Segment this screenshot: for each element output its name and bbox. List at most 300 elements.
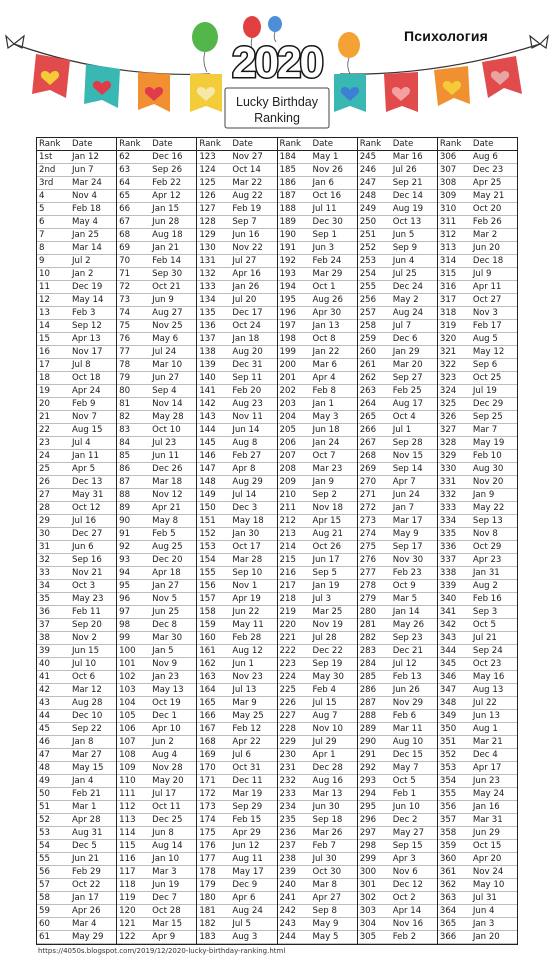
date-cell: Nov 3: [472, 307, 498, 318]
date-cell: Apr 10: [152, 723, 181, 734]
date-cell: Apr 9: [152, 931, 176, 942]
table-row: [117, 320, 196, 333]
rank-header: Rank: [279, 138, 301, 149]
rank-cell: 335: [439, 528, 457, 539]
table-row: [37, 762, 116, 775]
rank-cell: 229: [279, 736, 296, 747]
table-row: [438, 593, 517, 606]
date-cell: Aug 17: [392, 398, 424, 409]
rank-cell: 237: [279, 840, 296, 851]
table-row: [197, 203, 276, 216]
rank-cell: 76: [119, 333, 131, 344]
date-cell: May 25: [232, 710, 264, 721]
rank-cell: 149: [199, 489, 216, 500]
rank-cell: 324: [439, 385, 457, 396]
rank-cell: 319: [439, 320, 457, 331]
date-cell: Oct 24: [232, 320, 261, 331]
table-header-row: [197, 138, 276, 151]
table-row: [358, 411, 437, 424]
date-cell: May 1: [312, 151, 339, 162]
rank-cell: 50: [39, 788, 50, 799]
table-row: [278, 931, 357, 944]
table-row: [197, 905, 276, 918]
date-cell: Sep 18: [312, 814, 343, 825]
rank-cell: 177: [199, 853, 216, 864]
date-cell: Apr 13: [72, 333, 101, 344]
date-cell: Oct 15: [472, 840, 502, 851]
date-cell: Sep 20: [72, 619, 102, 630]
date-cell: May 18: [232, 515, 264, 526]
table-row: [438, 918, 517, 931]
date-cell: Jan 22: [312, 346, 340, 357]
rank-cell: 252: [359, 242, 377, 253]
table-row: [278, 606, 357, 619]
subtitle-ranking: Ranking: [254, 111, 300, 125]
rank-cell: 94: [119, 567, 131, 578]
table-row: [358, 879, 437, 892]
table-row: [358, 229, 437, 242]
date-cell: Aug 18: [152, 229, 183, 240]
date-cell: Sep 5: [312, 567, 337, 578]
date-cell: Aug 31: [72, 827, 103, 838]
rank-cell: 291: [359, 749, 377, 760]
rank-cell: 23: [39, 437, 50, 448]
table-row: [197, 450, 276, 463]
rank-cell: 19: [39, 385, 50, 396]
date-cell: Apr 22: [232, 736, 261, 747]
table-row: [278, 177, 357, 190]
rank-cell: 42: [39, 684, 50, 695]
table-row: [278, 307, 357, 320]
date-cell: Aug 15: [72, 424, 103, 435]
table-row: [438, 671, 517, 684]
date-cell: Jul 29: [312, 736, 337, 747]
table-row: [278, 775, 357, 788]
date-cell: Apr 6: [232, 892, 256, 903]
table-row: [197, 151, 276, 164]
date-cell: Jun 17: [312, 554, 340, 565]
date-cell: Jul 31: [472, 892, 497, 903]
rank-cell: 113: [119, 814, 136, 825]
date-cell: Sep 3: [472, 606, 498, 617]
table-row: [358, 892, 437, 905]
table-row: [197, 463, 276, 476]
table-row: [117, 892, 196, 905]
table-row: [37, 866, 116, 879]
rank-cell: 49: [39, 775, 50, 786]
rank-cell: 155: [199, 567, 216, 578]
rank-cell: 263: [359, 385, 377, 396]
rank-cell: 145: [199, 437, 216, 448]
table-row: [358, 619, 437, 632]
table-row: [37, 294, 116, 307]
rank-cell: 248: [359, 190, 377, 201]
rank-cell: 311: [439, 216, 457, 227]
rank-cell: 75: [119, 320, 131, 331]
table-header-row: [278, 138, 357, 151]
table-row: [197, 528, 276, 541]
date-cell: Oct 3: [72, 580, 96, 591]
rank-cell: 80: [119, 385, 131, 396]
date-cell: Feb 9: [72, 398, 96, 409]
date-cell: Jul 1: [392, 424, 412, 435]
date-cell: Mar 29: [312, 268, 343, 279]
date-cell: Feb 15: [232, 814, 262, 825]
rank-cell: 241: [279, 892, 296, 903]
rank-cell: 258: [359, 320, 377, 331]
rank-cell: 321: [439, 346, 457, 357]
table-row: [278, 567, 357, 580]
table-row: [438, 216, 517, 229]
table-header-row: [37, 138, 116, 151]
table-row: [37, 255, 116, 268]
rank-cell: 299: [359, 853, 377, 864]
date-cell: Jun 7: [72, 164, 94, 175]
date-cell: Sep 28: [392, 437, 423, 448]
rank-cell: 121: [119, 918, 136, 929]
rank-cell: 343: [439, 632, 457, 643]
rank-cell: 70: [119, 255, 131, 266]
rank-cell: 300: [359, 866, 377, 877]
rank-cell: 305: [359, 931, 377, 942]
rank-cell: 139: [199, 359, 216, 370]
table-row: [278, 398, 357, 411]
table-row: [278, 164, 357, 177]
table-row: [278, 320, 357, 333]
table-row: [37, 320, 116, 333]
table-row: [37, 437, 116, 450]
rank-cell: 194: [279, 281, 296, 292]
table-row: [438, 515, 517, 528]
date-cell: Jul 3: [312, 593, 332, 604]
rank-cell: 357: [439, 814, 457, 825]
table-row: [37, 905, 116, 918]
date-cell: Dec 21: [392, 645, 423, 656]
rank-cell: 296: [359, 814, 377, 825]
rank-cell: 6: [39, 216, 45, 227]
date-cell: Oct 30: [312, 866, 342, 877]
table-row: [117, 567, 196, 580]
date-cell: Feb 7: [312, 840, 336, 851]
date-cell: Apr 20: [472, 853, 502, 864]
rank-cell: 101: [119, 658, 136, 669]
date-cell: Jan 18: [232, 333, 260, 344]
date-cell: Nov 26: [312, 164, 343, 175]
table-row: [117, 736, 196, 749]
date-cell: Feb 29: [72, 866, 101, 877]
rank-cell: 165: [199, 697, 216, 708]
rank-cell: 122: [119, 931, 136, 942]
rank-cell: 159: [199, 619, 216, 630]
table-row: [278, 554, 357, 567]
table-row: [278, 476, 357, 489]
table-row: [358, 918, 437, 931]
table-row: [278, 749, 357, 762]
date-cell: Mar 12: [72, 684, 102, 695]
table-row: [197, 593, 276, 606]
table-row: [358, 463, 437, 476]
rank-cell: 126: [199, 190, 216, 201]
rank-cell: 336: [439, 541, 457, 552]
rank-cell: 191: [279, 242, 296, 253]
table-row: [197, 398, 276, 411]
date-cell: Aug 26: [312, 294, 343, 305]
rank-cell: 232: [279, 775, 296, 786]
rank-cell: 172: [199, 788, 216, 799]
table-row: [117, 294, 196, 307]
table-row: [278, 632, 357, 645]
date-cell: Feb 17: [472, 320, 502, 331]
date-cell: Jun 5: [392, 229, 415, 240]
date-cell: Apr 14: [392, 905, 422, 916]
table-row: [278, 385, 357, 398]
date-cell: Jun 28: [152, 216, 180, 227]
date-cell: May 2: [392, 294, 419, 305]
date-cell: Apr 18: [152, 567, 181, 578]
table-row: [197, 333, 276, 346]
table-row: [117, 450, 196, 463]
brand-watermark: Психология: [404, 28, 488, 44]
rank-cell: 202: [279, 385, 296, 396]
table-row: [278, 814, 357, 827]
table-row: [117, 216, 196, 229]
rank-cell: 352: [439, 749, 457, 760]
date-cell: May 10: [472, 879, 505, 890]
rank-cell: 82: [119, 411, 131, 422]
rank-cell: 24: [39, 450, 50, 461]
rank-cell: 271: [359, 489, 377, 500]
table-row: [438, 658, 517, 671]
table-row: [438, 424, 517, 437]
date-cell: Jan 7: [392, 502, 415, 513]
rank-cell: 29: [39, 515, 50, 526]
date-cell: Aug 6: [472, 151, 498, 162]
table-row: [37, 619, 116, 632]
rank-cell: 314: [439, 255, 457, 266]
date-cell: Jan 31: [472, 567, 500, 578]
rank-cell: 123: [199, 151, 216, 162]
date-cell: Jan 10: [152, 853, 180, 864]
rank-cell: 325: [439, 398, 457, 409]
date-cell: Oct 21: [152, 281, 181, 292]
rank-cell: 137: [199, 333, 216, 344]
table-row: [278, 242, 357, 255]
table-row: [358, 710, 437, 723]
table-row: [197, 788, 276, 801]
table-row: [358, 658, 437, 671]
rank-cell: 358: [439, 827, 457, 838]
table-row: [37, 502, 116, 515]
table-row: [438, 411, 517, 424]
rank-cell: 103: [119, 684, 136, 695]
rank-cell: 81: [119, 398, 131, 409]
table-row: [37, 424, 116, 437]
date-cell: May 9: [312, 918, 339, 929]
rank-cell: 268: [359, 450, 377, 461]
table-row: [37, 892, 116, 905]
date-cell: Dec 20: [152, 554, 183, 565]
rank-cell: 323: [439, 372, 457, 383]
table-row: [358, 320, 437, 333]
table-row: [438, 229, 517, 242]
date-cell: Apr 3: [392, 853, 416, 864]
date-cell: Aug 4: [152, 749, 178, 760]
rank-cell: 40: [39, 658, 50, 669]
date-cell: Nov 7: [72, 411, 97, 422]
date-cell: Dec 1: [152, 710, 178, 721]
date-cell: Jun 14: [232, 424, 260, 435]
rank-cell: 344: [439, 645, 457, 656]
table-row: [438, 242, 517, 255]
table-row: [358, 814, 437, 827]
date-cell: Oct 17: [232, 541, 261, 552]
date-cell: Sep 22: [72, 723, 102, 734]
table-row: [278, 216, 357, 229]
rank-cell: 15: [39, 333, 50, 344]
date-cell: May 24: [472, 788, 505, 799]
rank-cell: 281: [359, 619, 377, 630]
table-row: [438, 879, 517, 892]
table-row: [438, 385, 517, 398]
rank-cell: 304: [359, 918, 377, 929]
date-cell: Jul 2: [72, 255, 91, 266]
table-row: [117, 632, 196, 645]
table-row: [117, 229, 196, 242]
table-row: [278, 801, 357, 814]
date-cell: Feb 12: [232, 723, 262, 734]
date-cell: Aug 24: [232, 905, 263, 916]
table-row: [358, 333, 437, 346]
table-row: [117, 489, 196, 502]
rank-cell: 72: [119, 281, 131, 292]
rank-cell: 249: [359, 203, 377, 214]
table-row: [278, 463, 357, 476]
rank-cell: 247: [359, 177, 377, 188]
rank-cell: 302: [359, 892, 377, 903]
table-row: [278, 489, 357, 502]
rank-cell: 200: [279, 359, 296, 370]
rank-cell: 217: [279, 580, 296, 591]
rank-cell: 111: [119, 788, 136, 799]
rank-cell: 334: [439, 515, 457, 526]
table-row: [438, 567, 517, 580]
rank-cell: 95: [119, 580, 131, 591]
table-row: [117, 333, 196, 346]
rank-cell: 88: [119, 489, 131, 500]
rank-cell: 148: [199, 476, 216, 487]
rank-cell: 13: [39, 307, 50, 318]
table-row: [117, 801, 196, 814]
rank-cell: 270: [359, 476, 377, 487]
table-row: [197, 255, 276, 268]
date-cell: Jul 15: [312, 697, 337, 708]
table-row: [117, 697, 196, 710]
rank-cell: 196: [279, 307, 296, 318]
table-row: [117, 437, 196, 450]
rank-cell: 208: [279, 463, 296, 474]
date-cell: Oct 23: [472, 658, 502, 669]
rank-cell: 331: [439, 476, 457, 487]
date-cell: Jun 30: [312, 801, 340, 812]
table-row: [197, 749, 276, 762]
rank-cell: 51: [39, 801, 50, 812]
date-cell: May 23: [72, 593, 104, 604]
table-row: [117, 151, 196, 164]
table-row: [278, 333, 357, 346]
rank-cell: 264: [359, 398, 377, 409]
rank-cell: 44: [39, 710, 50, 721]
date-cell: Aug 7: [312, 710, 338, 721]
table-row: [197, 801, 276, 814]
date-cell: Jun 6: [72, 541, 94, 552]
rank-cell: 197: [279, 320, 296, 331]
rank-cell: 204: [279, 411, 296, 422]
date-cell: Aug 27: [152, 307, 183, 318]
rank-cell: 294: [359, 788, 377, 799]
date-cell: May 14: [72, 294, 104, 305]
table-row: [117, 918, 196, 931]
table-row: [278, 580, 357, 593]
table-row: [278, 918, 357, 931]
table-row: [438, 801, 517, 814]
table-row: [438, 450, 517, 463]
table-row: [117, 190, 196, 203]
date-cell: Mar 27: [72, 749, 102, 760]
rank-cell: 176: [199, 840, 216, 851]
rank-cell: 341: [439, 606, 457, 617]
rank-cell: 170: [199, 762, 216, 773]
date-cell: Sep 23: [392, 632, 423, 643]
rank-cell: 345: [439, 658, 457, 669]
date-cell: Oct 20: [472, 203, 502, 214]
rank-cell: 185: [279, 164, 296, 175]
date-cell: Feb 27: [232, 450, 262, 461]
table-row: [37, 801, 116, 814]
date-cell: Sep 1: [312, 229, 337, 240]
date-cell: Jul 17: [152, 788, 177, 799]
table-row: [37, 346, 116, 359]
table-row: [197, 736, 276, 749]
date-cell: Oct 27: [472, 294, 502, 305]
rank-cell: 278: [359, 580, 377, 591]
table-row: [197, 671, 276, 684]
date-cell: May 11: [232, 619, 264, 630]
rank-cell: 36: [39, 606, 50, 617]
rank-cell: 366: [439, 931, 457, 942]
date-cell: Dec 15: [392, 749, 423, 760]
table-row: [37, 515, 116, 528]
date-cell: Apr 26: [72, 905, 101, 916]
table-row: [117, 723, 196, 736]
rank-cell: 32: [39, 554, 50, 565]
date-cell: Sep 27: [392, 372, 423, 383]
rank-cell: 238: [279, 853, 296, 864]
table-row: [117, 541, 196, 554]
rank-cell: 320: [439, 333, 457, 344]
date-cell: Apr 17: [472, 762, 502, 773]
table-row: [117, 749, 196, 762]
rank-cell: 7: [39, 229, 45, 240]
table-row: [358, 541, 437, 554]
table-row: [197, 307, 276, 320]
rank-cell: 61: [39, 931, 50, 942]
date-cell: Sep 13: [472, 515, 503, 526]
table-row: [117, 814, 196, 827]
rank-cell: 182: [199, 918, 216, 929]
date-cell: Jan 17: [72, 892, 99, 903]
table-row: [278, 684, 357, 697]
rank-cell: 363: [439, 892, 457, 903]
